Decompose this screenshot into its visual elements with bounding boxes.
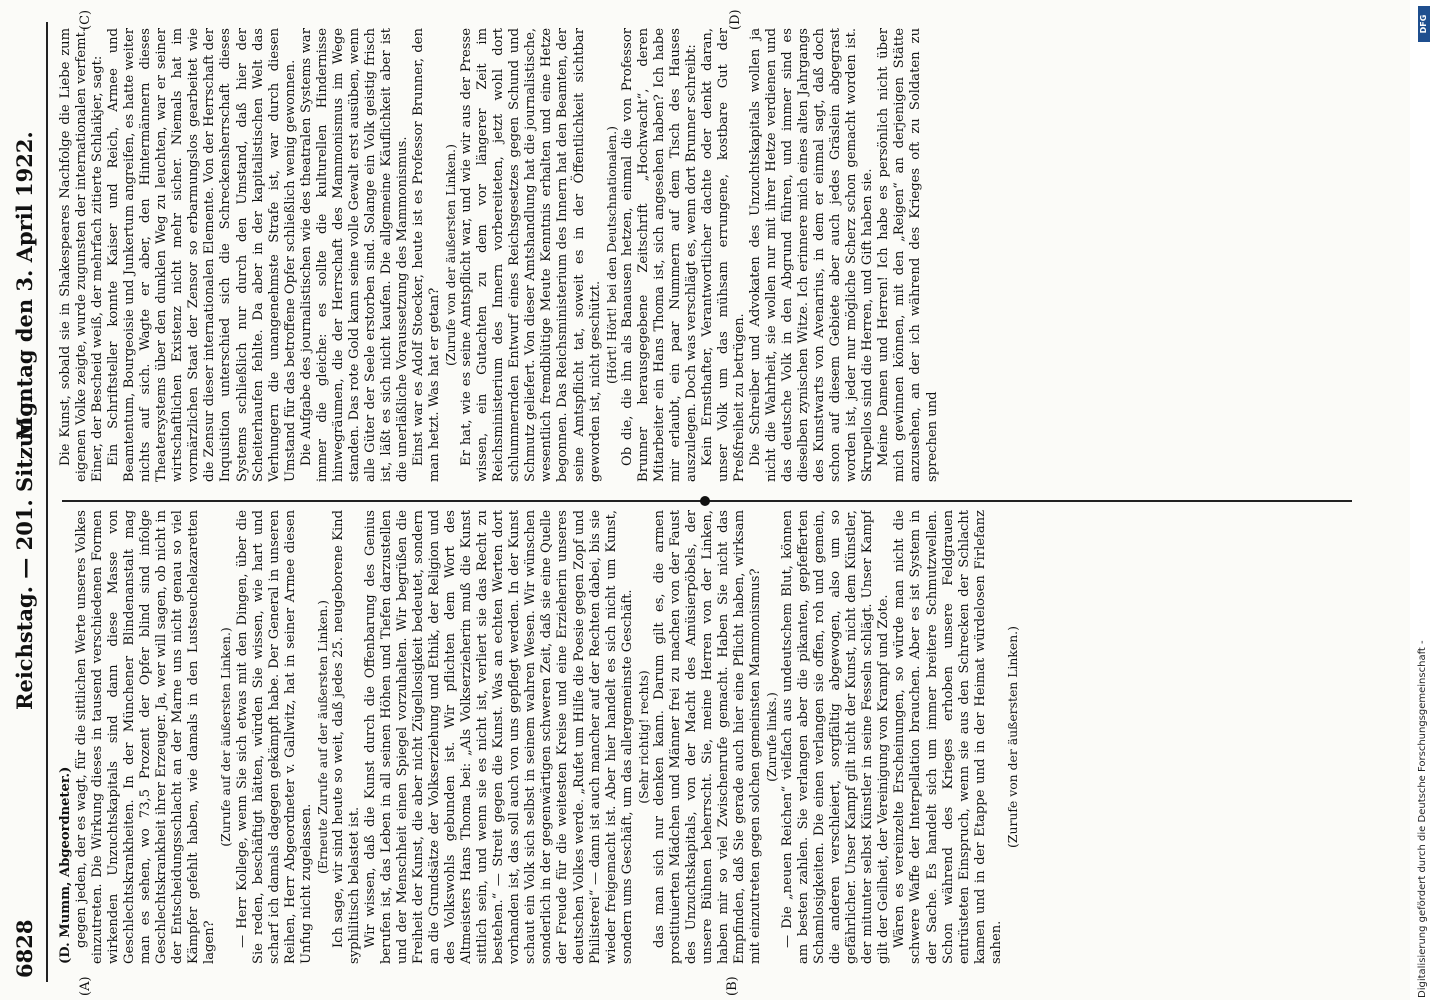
paragraph: Kein Ernsthafter, Verantwortlicher dachte oder denkt daran, unser Volk um das mühsam errungene, kostbare Gut der Preßfreiheit zu betrügen.: [699, 28, 747, 482]
paragraph: Die Schreiber und Advokaten des Unzuchtskapitals wollen ja nicht die Wahrheit, sie wollen nur mit ihrer Hetze verdienen und das deutsche Volk in den Abgrund führen, und immer sind es dieselben zynischen Witze. Ich erinnere mich eines alten Jahrgangs des Kunstwarts von Avenarius, in dem er einmal sagt, daß doch schon auf diesem Gebiete aber auch jedes Gräslein abgegrast worden ist, jeder nur mögliche Scherz schon gemacht worden ist. Skrupellos sind die Herren, und Gift haben sie.: [748, 28, 876, 482]
interjection: (Sehr richtig! rechts): [635, 670, 651, 804]
dfg-logo: DFG: [1418, 6, 1430, 42]
column-mark: [700, 496, 710, 506]
digitization-credit: [1415, 8, 1431, 998]
paragraph: Die Kunst, sobald sie in Shakespeares Nachfolge die Liebe zum eigenen Volke zeigte, wurde zugunsten der internationalen verfemt. Einer, der Bescheid weiß, der mehrfach zitierte Schlaikjer, sagt:: [58, 28, 106, 482]
paragraph: Die Aufgabe des journalistischen wie des theatralen Systems war immer die gleiche: es sollte die kulturellen Hindernisse hinwegräumen, die der Herrschaft des Mammonismus im Wege standen. Das rote Gold kann seine volle Gewalt erst ausüben, wenn alle Güter der Seele erstorben sind. Solange ein Volk geistig frisch ist, läßt es sich nicht kaufen. Die allgemeine Käuflichkeit aber ist die unerläßliche Voraussetzung des Mammonismus.: [298, 28, 410, 482]
speaker-label: (D. Mumm, Abgeordneter.): [58, 766, 73, 964]
margin-marker-d: (D): [728, 9, 743, 30]
paragraph: — Herr Kollege, wenn Sie sich etwas mit den Dingen, über die Sie reden, beschäftigt hätten, würden Sie wissen, wie hart und scharf ich damals dagegen gekämpft habe. Der General in unseren Reihen, Herr Abgeordneter v. Gallwitz, hat in seiner Armee diesen Unfug nicht zugelassen.: [234, 510, 314, 964]
paragraph: gegen jeden, der es wagt, für die sittlichen Werte unseres Volkes einzutreten. Die Wirkung dieses in tausend verschiedenen Formen wirkenden Unzuchtskapitals sind dann diese Masse von Geschlechtskrankheiten. In der Münchener Blindenanstalt mag man es sehen, wo 73,5 Prozent der Opfer blind sind infolge Geschlechtskrankheit ihrer Erzeuger. Ja, wer will sagen, ob nicht in der Entscheidungsschlacht an der Marne uns nicht genau so viel Kämpfer gefehlt haben, wie damals in den Lustseuchelazaretten lagen?: [74, 510, 218, 964]
header-rule: [46, 22, 48, 982]
interjection: (Hört! Hört! bei den Deutschnationalen.): [603, 125, 619, 385]
paragraph: Er hat, wie es seine Amtspflicht war, und wie wir aus der Presse wissen, ein Gutachten zu dem vor längerer Zeit im Reichsministerium des Innern vorbereiteten, jetzt wohl dort schlummernden Entwurf eines Reichsgesetzes gegen Schund und Schmutz geliefert. Von dieser Amtshandlung hat die journalistische, wesentlich fremdblütige Meute Kenntnis erhalten und eine Hetze begonnen. Das Reichsministerium des Innern hat den Beamten, der seine Amtspflicht tat, soweit es in der Öffentlichkeit sichtbar geworden ist, nicht geschützt.: [459, 28, 603, 482]
left-column: [58, 510, 1378, 964]
interjection: (Zurufe links.): [764, 692, 780, 782]
paragraph: Wir wissen, daß die Kunst durch die Offenbarung des Genius berufen ist, das Leben in all seinen Höhen und Tiefen darzustellen und der Menschheit einen Spiegel vorzuhalten. Wir begrüßen die Freiheit der Kunst, die aber nicht Zügellosigkeit bedeutet, sondern an die Grundsätze der Volkserziehung und Ethik, der Religion und des Volkswohls gebunden ist. Wir pflichten dem Wort des Altmeisters Hans Thoma bei: „Als Volkserzieherin muß die Kunst sittlich sein, und wenn sie es nicht ist, verliert sie das Recht zu bestehen.“ — Streit gegen die Kunst. Was an echten Werten dort vorhanden ist, das soll auch von uns gepflegt werden. In der Kunst schaut ein Volk sich selbst in seinem wahren Wesen. Wir wünschen sonderlich in der gegenwärtigen schweren Zeit, daß sie eine Quelle der Freude für die weitesten Kreise und eine Erzieherin unseres deutschen Volkes werde. „Rufet um Hilfe die Poesie gegen Zopf und Philisterei“ — dann ist auch mancher auf der Rechten dabei, bis sie wieder freigemacht ist. Aber hier handelt es sich nicht um Kunst, sondern ums Geschäft, um das allergemeinste Geschäft.: [362, 510, 635, 964]
margin-marker-c: (C): [78, 9, 93, 30]
right-column: [58, 28, 1378, 482]
paragraph: Wären es vereinzelte Erscheinungen, so würde man nicht die schwere Waffe der Interpellation brauchen. Aber es ist System in der Sache. Es handelt sich um immer breitere Schmutzwellen. Schon während des Krieges erhoben unsere Feldgrauen entrüsteten Einspruch, wenn sie aus den Schrecken der Schlacht kamen und in der Etappe und in der Heimat würdelosen Firlefanz sahen.: [892, 510, 1004, 964]
paragraph: Meine Damen und Herren! Ich habe es persönlich nicht über mich gewinnen können, mit den „Reigen“ an derjenigen Stätte anzusehen, an der ich während des Krieges oft zu Soldaten zu sprechen und: [876, 28, 940, 482]
paragraph: Ein Schriftsteller konnte Kaiser und Reich, Armee und Beamtentum, Bourgeoisie und Junkertum angreifen, es hatte weiter nichts auf sich. Wagte er aber, den Hintermännern dieses Theatersystems über den dunklen Weg zu leuchten, war er seiner wirtschaftlichen Existenz nicht mehr sicher. Niemals hat im vormärzlichen Staat der Zensor so erbarmungslos gearbeitet wie die Zensur dieser internationalen Elemente. Von der Herrschaft der Inquisition unterschied sich die Schreckensherrschaft dieses Systems schließlich nur durch den Umstand, daß hier der Scheiterhaufen fehlte. Da aber in der kapitalistischen Welt das Verhungern die unangenehmste Strafe ist, war durch diesen Umstand für das betroffene Opfer schließlich wenig gewonnen.: [106, 28, 298, 482]
interjection: (Zurufe von der äußersten Linken.): [1004, 626, 1020, 848]
paragraph: Ich sage, wir sind heute so weit, daß jedes 25. neugeborene Kind syphilitisch belastet ist.: [330, 510, 362, 964]
session-title: Reichstag. — 201. Sitzung.: [12, 394, 37, 710]
interjection: (Erneute Zurufe auf der äußersten Linken.): [314, 600, 330, 874]
interjection: (Zurufe von der äußersten Linken.): [443, 144, 459, 366]
paragraph: das man sich nur denken kann. Darum gilt es, die armen prostituierten Mädchen und Männer frei zu machen von der Faust des Unzuchtskapitals, von der Macht des Amüsierpöbels, der unsere Bühnen beherrscht. Sie, meine Herren von der Linken, haben mir so viel Zwischenrufe gemacht. Haben Sie nicht das Empfinden, daß Sie gerade auch hier eine Pflicht haben, wirksam mit einzutreten gegen solchen gemeinsten Mammonismus?: [651, 510, 764, 964]
paragraph: Einst war es Adolf Stoecker, heute ist es Professor Brunner, den man hetzt. Was hat er getan?: [411, 28, 443, 482]
margin-marker-a: (A): [78, 976, 93, 996]
credit-text: Digitalisierung gefördert durch die Deutsche Forschungsgemeinschaft -: [1417, 640, 1428, 998]
paragraph: Ob die, die ihn als Banausen hetzen, einmal die von Professor Brunner herausgegebene Zeitschrift „Hochwacht“, deren Mitarbeiter ein Hans Thoma ist, sich angesehen haben? Ich habe mir erlaubt, ein paar Nummern auf dem Tisch des Hauses auszulegen. Doch was verschlägt es, wenn dort Brunner schreibt:: [619, 28, 699, 482]
paragraph: — Die „neuen Reichen“ vielfach aus undeutschem Blut, können am besten zahlen. Sie verlangen aber die pikanten, gepfefferten Schamlosigkeiten. Die einen verlangen sie offen, roh und gemein, die anderen verschleiert, sorgfältig abgewogen, also um so gefährlicher. Unser Kampf gilt nicht der Kunst, nicht dem Künstler, der mitunter selbst Künstler in seine Fesseln schlägt. Unser Kampf gilt der Geilheit, der Vereinigung von Krampf und Zote.: [780, 510, 892, 964]
margin-marker-b: (B): [725, 976, 740, 996]
interjection: (Zurufe auf der äußersten Linken.): [218, 627, 234, 847]
page-number: 6828: [12, 919, 37, 978]
session-date: Montag den 3. April 1922.: [12, 131, 37, 440]
